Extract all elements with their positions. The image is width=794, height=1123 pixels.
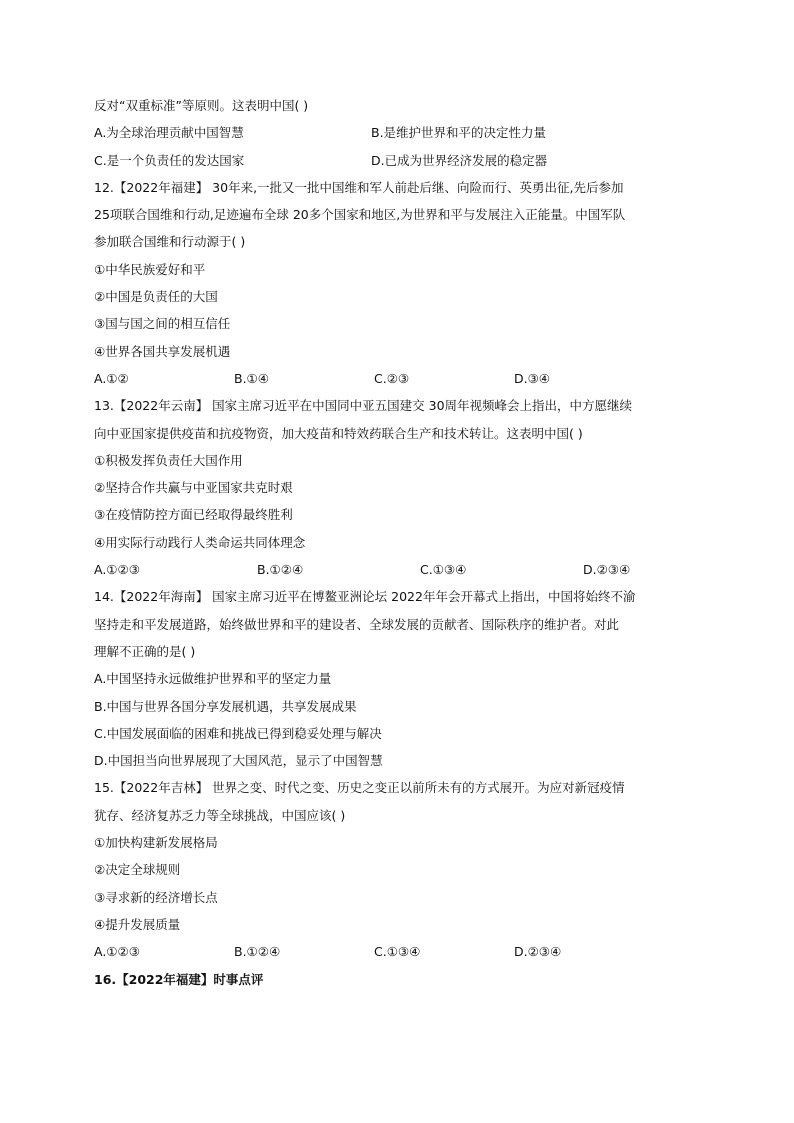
option-b: B.是维护世界和平的决定性力量 <box>371 125 547 141</box>
question-stem: 15.【2022年吉林】 世界之变、时代之变、历史之变正以前所未有的方式展开。为应对新冠疫情 <box>94 780 625 796</box>
question-stem: 16.【2022年福建】时事点评 <box>94 971 264 987</box>
question-stem: 理解不正确的是( ) <box>94 643 196 659</box>
statement-item: ①中华民族爱好和平 <box>94 261 206 277</box>
option-b: B.①②④ <box>257 562 304 578</box>
option-row <box>94 147 704 174</box>
option-a: A.①②③ <box>94 562 140 578</box>
option-row <box>94 119 704 146</box>
question-stem: 反对“双重标准”等原则。这表明中国( ) <box>94 98 309 113</box>
option-row <box>94 365 704 392</box>
option-c: C.是一个负责任的发达国家 <box>94 152 245 168</box>
question-stem: 向中亚国家提供疫苗和抗疫物资，加大疫苗和特效药联合生产和技术转让。这表明中国( ) <box>94 425 583 441</box>
statement-item: ③在疫情防控方面已经取得最终胜利 <box>94 507 293 523</box>
statement-item: ④世界各国共享发展机遇 <box>94 343 231 359</box>
option-b: B.①②④ <box>234 944 281 960</box>
option-a: A.中国坚持永远做维护世界和平的坚定力量 <box>94 671 332 687</box>
question-stem: 参加联合国维和行动源于( ) <box>94 234 246 250</box>
page-content <box>94 92 704 993</box>
option-a: A.①② <box>94 370 129 386</box>
question-stem: 12.【2022年福建】 30年来,一批又一批中国维和军人前赴后继、向险而行、英勇出征,先后参加 <box>94 179 624 195</box>
question-14 <box>94 583 704 774</box>
option-row <box>94 556 704 583</box>
question-12 <box>94 174 704 392</box>
option-d: D.中国担当向世界展现了大国风范，显示了中国智慧 <box>94 753 383 769</box>
option-d: D.②③④ <box>514 944 562 960</box>
option-a: A.①②③ <box>94 944 140 960</box>
question-13 <box>94 392 704 583</box>
option-row <box>94 938 704 965</box>
option-c: C.①③④ <box>374 944 421 960</box>
statement-item: ②决定全球规则 <box>94 862 181 878</box>
option-c: C.①③④ <box>420 562 467 578</box>
statement-item: ①积极发挥负责任大国作用 <box>94 452 243 468</box>
statement-item: ③寻求新的经济增长点 <box>94 889 218 905</box>
question-stem: 25项联合国维和行动,足迹遍布全球 20多个国家和地区,为世界和平与发展注入正能量。中国军队 <box>94 207 626 223</box>
question-stem: 13.【2022年云南】 国家主席习近平在中国同中亚五国建交 30周年视频峰会上指出，中方愿继续 <box>94 398 633 414</box>
statement-item: ②中国是负责任的大国 <box>94 289 218 305</box>
option-b: B.①④ <box>234 370 269 386</box>
question-11 <box>94 92 704 174</box>
option-d: D.②③④ <box>583 562 631 578</box>
option-c: C.中国发展面临的困难和挑战已得到稳妥处理与解决 <box>94 725 382 741</box>
question-15 <box>94 774 704 965</box>
statement-item: ①加快构建新发展格局 <box>94 835 218 851</box>
option-a: A.为全球治理贡献中国智慧 <box>94 125 244 141</box>
option-d: D.③④ <box>514 370 551 386</box>
question-stem: 坚持走和平发展道路，始终做世界和平的建设者、全球发展的贡献者、国际秩序的维护者。对此 <box>94 616 620 632</box>
question-16 <box>94 966 704 993</box>
statement-item: ③国与国之间的相互信任 <box>94 316 231 332</box>
question-stem: 14.【2022年海南】 国家主席习近平在博鳌亚洲论坛 2022年年会开幕式上指出，中国将始终不渝 <box>94 589 636 605</box>
option-d: D.已成为世界经济发展的稳定器 <box>371 152 548 168</box>
question-stem: 犹存、经济复苏乏力等全球挑战，中国应该( ) <box>94 807 346 823</box>
option-b: B.中国与世界各国分享发展机遇，共享发展成果 <box>94 698 357 714</box>
statement-item: ④用实际行动践行人类命运共同体理念 <box>94 534 306 550</box>
statement-item: ④提升发展质量 <box>94 916 181 932</box>
statement-item: ②坚持合作共赢与中亚国家共克时艰 <box>94 480 293 496</box>
option-c: C.②③ <box>374 370 410 386</box>
